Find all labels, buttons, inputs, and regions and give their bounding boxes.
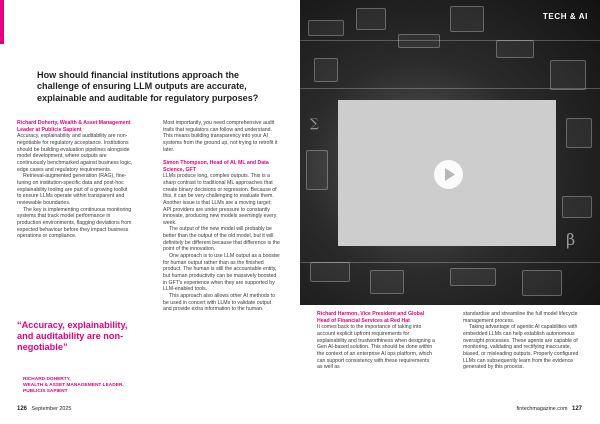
pull-quote-title: WEALTH & ASSET MANAGEMENT LEADER,	[23, 383, 124, 389]
body-paragraph: LLMs produce long, complex outputs. This is a sharp contrast to traditional ML approaches that create binary decisions or regression. Because of this, it can be very challenging to evaluate them. Another issue is that LLMs are a moving target; API providers are under pressure to constantly innovate, producing new models seemingly every week.	[163, 173, 277, 226]
hero-decor-tile	[306, 150, 328, 190]
hero-decor-glyph: β	[566, 230, 576, 249]
hero-decor-tile	[398, 34, 440, 48]
hero-decor-tile	[496, 40, 534, 58]
body-paragraph: The key is implementing continuous monitoring systems that track model performance in production environments, flagging deviations from expected behaviour before they impact business operations or compliance.	[17, 206, 132, 240]
speaker-name: Richard Doherty, Wealth & Asset Management Leader at Publicis Sapient	[17, 120, 131, 133]
speaker-name: Richard Harmon, Vice President and Global Head of Financial Services at Red Hat	[317, 311, 425, 324]
page-number-left: 126	[17, 406, 28, 412]
hero-decor-tile	[310, 262, 350, 282]
play-button[interactable]	[434, 160, 463, 189]
column-3	[317, 311, 435, 371]
body-paragraph: It comes back to the importance of taking into account explicit upfront requirements for explainability and trustworthiness when designing a Gen AI-based solution. This should be done within the context of an enterprise AI ops platform, which can support consistency with these requirements as well as	[317, 324, 435, 371]
footer-left	[17, 406, 71, 412]
hero-decor-tile	[522, 270, 562, 296]
column-1	[17, 120, 133, 240]
video-player[interactable]	[338, 100, 556, 246]
hero-decor-tile	[308, 20, 344, 36]
accent-bar	[0, 0, 4, 44]
article-headline: How should financial institutions approach the challenge of ensuring LLM outputs are accurate, explainable and auditable for regulatory purposes?	[37, 70, 259, 103]
site-url[interactable]: fintechmagazine.com	[516, 406, 568, 412]
issue-date: September 2025	[31, 406, 72, 412]
hero-decor-tile	[356, 8, 386, 30]
body-paragraph: Accuracy, explainability and auditability are non-negotiable for regulatory acceptance. Institutions should be building evaluation pipelines alongside model development, where outputs are continuously benchmarked against business logic, edge cases and regulatory requirements.	[17, 133, 133, 173]
body-paragraph: This approach also allows other AI methods to be used in concert with LLMs to validate output and provide extra information to the human.	[163, 293, 276, 313]
play-icon	[444, 168, 455, 181]
body-paragraph: Retrieval-augmented generation (RAG), fine-tuning on institution-specific data and post-hoc explainability tooling are part of a growing toolkit to ensure LLMs operate within transparent and reviewable boundaries.	[17, 173, 128, 206]
hero-image	[300, 0, 600, 305]
hero-decor-line	[300, 40, 600, 41]
body-paragraph: Taking advantage of agentic AI capabilities with embedded LLMs can help establish autonomous oversight processes. These agents are capable of monitoring, validating and rectifying inaccurate, biased, or misleading outputs. Properly configured LLMs can subsequently learn from the evidence generated by this process.	[463, 324, 579, 371]
speaker-name: Simon Thompson, Head of AI, ML and Data Science, GFT	[163, 159, 269, 173]
hero-decor-tile	[562, 196, 592, 218]
pull-quote-attribution	[23, 377, 143, 396]
hero-decor-tile	[450, 6, 484, 32]
hero-decor-tile	[314, 58, 338, 82]
footer-right	[517, 406, 582, 412]
hero-decor-tile	[566, 118, 592, 148]
body-paragraph: Most importantly, you need comprehensive audit trails that regulators can follow and understand. This means building transparency into your AI systems from the ground up, not trying to retrofit it later.	[163, 120, 278, 153]
hero-decor-tile	[450, 268, 496, 286]
page-number-right: 127	[571, 406, 582, 412]
body-paragraph: One approach is to use LLM output as a booster for human output rather than as the finished product. The human is still the accountable entity, but human productivity can be massively boosted in GFT's experience when they are supported by LLM-enabled tools.	[163, 253, 281, 293]
body-paragraph: standardise and streamline the full model lifecycle management process.	[463, 311, 578, 324]
hero-decor-tile	[370, 270, 404, 294]
pull-quote-name: RICHARD DOHERTY,	[23, 377, 71, 382]
hero-decor-tile	[550, 60, 586, 90]
body-paragraph: The output of the new model will probably be better than the output of the old model, but it will definitely be different because that difference is the point of the innovation.	[163, 226, 280, 253]
pull-quote-company: PUBLICIS SAPIENT	[23, 389, 68, 395]
section-tag: TECH & AI	[542, 12, 588, 21]
column-2	[163, 120, 281, 313]
pull-quote: “Accuracy, explainability, and auditability are non-negotiable”	[17, 320, 128, 353]
column-4	[463, 311, 585, 371]
hero-decor-glyph: ∑	[310, 116, 319, 130]
